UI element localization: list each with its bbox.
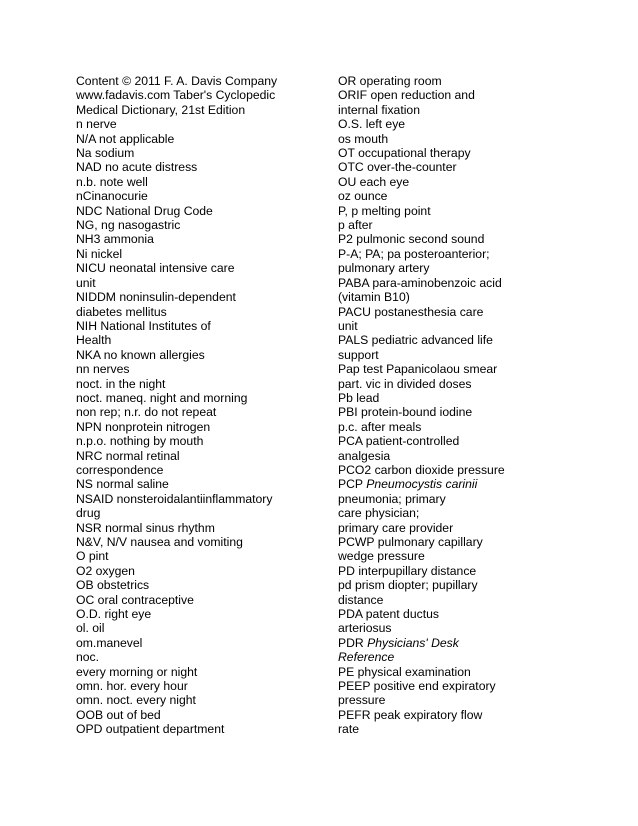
text-line: pressure [338,693,386,708]
text-line: noct. maneq. night and morning [76,390,248,405]
text-line: OTC over-the-counter [338,160,457,175]
text-line: PACU postanesthesia care [338,304,484,319]
text-line: OC oral contraceptive [76,592,194,607]
text-line: os mouth [338,131,389,146]
text-line: P2 pulmonic second sound [338,232,485,247]
text-line: Medical Dictionary, 21st Edition [76,102,246,117]
text-line: PE physical examination [338,664,471,679]
text-line: OR operating room [338,74,442,88]
text-line: oz ounce [338,189,388,204]
text-line: correspondence [76,462,164,477]
text-line: Content © 2011 F. A. Davis Company [76,74,278,88]
text-line: O.S. left eye [338,117,406,132]
text-line: PDA patent ductus [338,607,439,622]
text-line: P-A; PA; pa posteroanterior; [338,246,490,261]
text-line: PCWP pulmonary capillary [338,535,483,549]
text-line: internal fixation [338,102,420,117]
text-line: NH3 ammonia [76,232,154,247]
text-line: unit [76,275,96,290]
text-line: P, p melting point [338,203,431,218]
text-line: PCO2 carbon dioxide pressure [338,462,505,477]
text-line: NIH National Institutes of [76,318,211,333]
text-line: Pb lead [338,390,380,405]
text-line: noct. in the night [76,376,166,391]
text-line: NDC National Drug Code [76,203,213,218]
text-line: N&V, N/V nausea and vomiting [76,535,243,549]
text-line: NIDDM noninsulin-dependent [76,290,236,305]
text-line: OT occupational therapy [338,146,471,161]
text-line: unit [338,318,358,333]
text-line: OOB out of bed [76,707,161,722]
text-line [338,477,578,491]
italic-term: Pneumocystis carinii [366,477,478,492]
text-line: n nerve [76,117,117,132]
text-line: omn. noct. every night [76,693,196,708]
text-line: NRC normal retinal [76,448,180,463]
text-line: OU each eye [338,174,410,189]
text-line [338,636,578,650]
text-line: diabetes mellitus [76,304,167,319]
text-line: NG, ng nasogastric [76,218,181,233]
left-column [76,74,316,737]
text-line: NSR normal sinus rhythm [76,520,215,535]
text-line: NS normal saline [76,477,169,492]
text-line: NKA no known allergies [76,347,205,362]
text-line: p.c. after meals [338,419,422,434]
text-line: nn nerves [76,362,130,377]
text-line: NAD no acute distress [76,160,198,175]
text-line: primary care provider [338,520,454,535]
text-line: pulmonary artery [338,261,430,276]
text-line: www.fadavis.com Taber's Cyclopedic [76,88,276,103]
text-line: PEEP positive end expiratory [338,679,496,694]
text-line: om.manevel [76,635,143,650]
text-line: Health [76,333,112,348]
text-line: Pap test Papanicolaou smear [338,362,498,377]
text-line: p after [338,218,373,233]
text-line: PD interpupillary distance [338,563,477,578]
right-column [338,74,578,737]
text-line: nCinanocurie [76,189,148,204]
text-line: ol. oil [76,621,105,636]
text-line: every morning or night [76,664,198,679]
text-line: pd prism diopter; pupillary [338,578,478,593]
text-line: O pint [76,549,109,564]
text-line: ORIF open reduction and [338,88,475,103]
text-line: OPD outpatient department [76,722,225,737]
text-line: n.b. note well [76,174,148,189]
text-line: N/A not applicable [76,131,175,146]
text-line: OB obstetrics [76,578,150,593]
text-line: O.D. right eye [76,607,152,622]
text-line: PBI protein-bound iodine [338,405,473,420]
text-line: rate [338,722,360,737]
text-line: PABA para-aminobenzoic acid [338,275,502,290]
text-line: NICU neonatal intensive care [76,261,235,276]
text-line: PEFR peak expiratory flow [338,707,483,722]
text-line: non rep; n.r. do not repeat [76,405,217,420]
text-line: PCA patient-controlled [338,434,460,449]
text-line: wedge pressure [338,549,425,564]
text-line: O2 oxygen [76,563,135,578]
text-line: care physician; [338,506,420,521]
text-line: part. vic in divided doses [338,376,472,391]
text-line: NPN nonprotein nitrogen [76,419,211,434]
text-line: pneumonia; primary [338,491,446,506]
text-line: n.p.o. nothing by mouth [76,434,204,449]
text-line: arteriosus [338,621,392,636]
italic-term: Physicians' Desk [367,635,459,650]
text-line [338,650,578,664]
text-line: noc. [76,650,100,665]
text-line: support [338,347,379,362]
text-line: omn. hor. every hour [76,679,188,694]
text-line: analgesia [338,448,391,463]
text-line: PALS pediatric advanced life [338,333,493,348]
text-line: Na sodium [76,146,135,161]
text-line: NSAID nonsteroidalantiinflammatory [76,491,273,506]
abbreviation: PDR [338,635,368,650]
abbreviation: PCP [338,477,367,492]
text-line: (vitamin B10) [338,290,410,305]
text-line: drug [76,506,101,521]
italic-term: Reference [338,650,395,665]
text-line: distance [338,592,384,607]
text-line: Ni nickel [76,246,123,261]
